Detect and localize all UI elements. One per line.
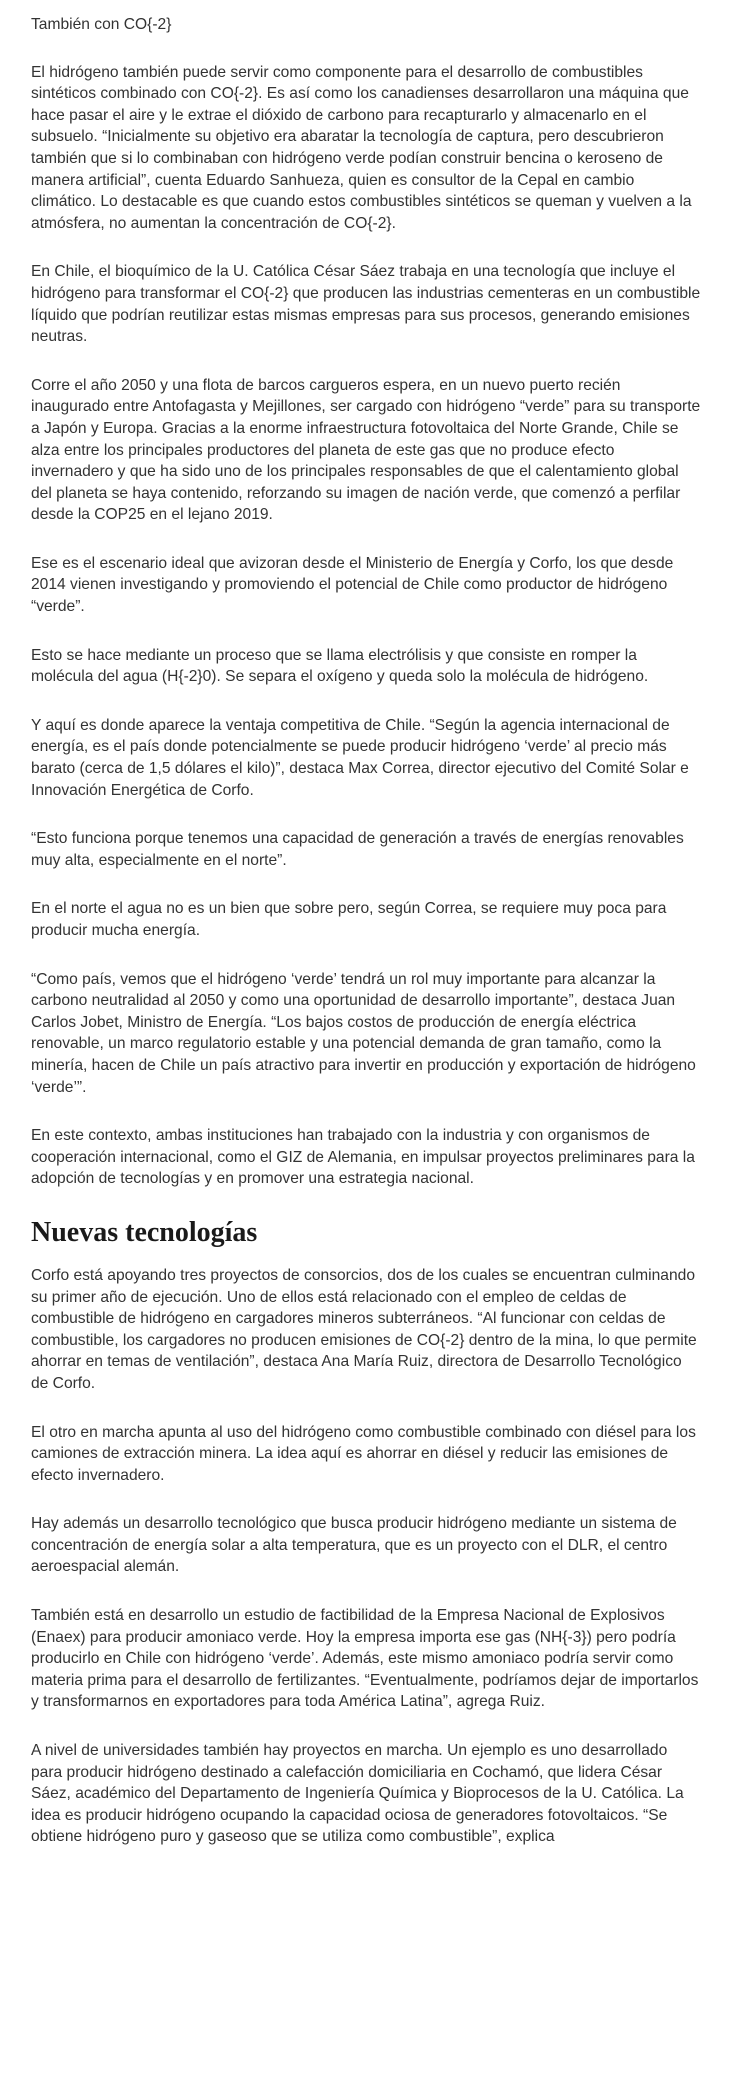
paragraph: En Chile, el bioquímico de la U. Católica César Sáez trabaja en una tecnología que incluye el hidrógeno para transformar el CO{-2} que producen las industrias cementeras en un combustible líquido que podrían reutilizar estas mismas empresas para sus procesos, generando emisiones neutras. — [31, 263, 701, 346]
paragraph: “Como país, vemos que el hidrógeno ‘verde’ tendrá un rol muy importante para alcanzar la carbono neutralidad al 2050 y como una oportunidad de desarrollo importante”, destaca Juan Carlos Jobet, Ministro de Energía. “Los bajos costos de producción de energía eléctrica renovable, un marco regulatorio estable y una potencial demanda de gran tamaño, como la minería, hacen de Chile un país atractivo para invertir en producción y exportación de hidrógeno ‘verde’”. — [31, 970, 696, 1096]
paragraph: Esto se hace mediante un proceso que se llama electrólisis y que consiste en romper la molécula del agua (H{-2}0). Se separa el oxígeno y queda solo la molécula de hidrógeno. — [31, 646, 649, 686]
article-body — [31, 14, 701, 1875]
paragraph: Corfo está apoyando tres proyectos de consorcios, dos de los cuales se encuentran culminando su primer año de ejecución. Uno de ellos está relacionado con el empleo de celdas de combustible de hidrógeno en cargadores mineros subterráneos. “Al funcionar con celdas de combustible, los cargadores no producen emisiones de CO{-2} dentro de la mina, lo que permite ahorrar en temas de ventilación”, destaca Ana María Ruiz, directora de Desarrollo Tecnológico de Corfo. — [31, 1266, 697, 1392]
paragraph: En el norte el agua no es un bien que sobre pero, según Correa, se requiere muy poca para producir mucha energía. — [31, 900, 667, 939]
intro-line: También con CO{-2} — [31, 16, 172, 33]
section-heading: Nuevas tecnologías — [31, 1216, 258, 1248]
paragraph: El otro en marcha apunta al uso del hidrógeno como combustible combinado con diésel para los camiones de extracción minera. La idea aquí es ahorrar en diésel y reducir las emisiones de efecto invernadero. — [31, 1423, 696, 1484]
paragraph: Hay además un desarrollo tecnológico que busca producir hidrógeno mediante un sistema de concentración de energía solar a alta temperatura, que es un proyecto con el DLR, el centro aeroespacial alemán. — [31, 1515, 677, 1576]
paragraph: Corre el año 2050 y una flota de barcos cargueros espera, en un nuevo puerto recién inaugurado entre Antofagasta y Mejillones, ser cargado con hidrógeno “verde” para su transporte a Japón y Europa. Gracias a la enorme infraestructura fotovoltaica del Norte Grande, Chile se alza entre los principales productores del planeta de este gas que no produce efecto invernadero y que ha sido uno de los principales responsables de que el calentamiento global del planeta se haya contenido, reforzando su imagen de nación verde, que comenzó a perfilar desde la COP25 en el lejano 2019. — [31, 376, 701, 524]
paragraph: A nivel de universidades también hay proyectos en marcha. Un ejemplo es uno desarrollado para producir hidrógeno destinado a calefacción domiciliaria en Cochamó, que lidera César Sáez, académico del Departamento de Ingeniería Química y Bioprocesos de la U. Católica. La idea es producir hidrógeno ocupando la capacidad ociosa de generadores fotovoltaicos. “Se obtiene hidrógeno puro y gaseoso que se utiliza como combustible”, explica — [31, 1742, 684, 1846]
paragraph: Ese es el escenario ideal que avizoran desde el Ministerio de Energía y Corfo, los que desde 2014 vienen investigando y promoviendo el potencial de Chile como productor de hidrógeno “verde”. — [31, 554, 674, 616]
paragraph: En este contexto, ambas instituciones han trabajado con la industria y con organismos de cooperación internacional, como el GIZ de Alemania, en impulsar proyectos preliminares para la adopción de tecnologías y en promover una estrategia nacional. — [31, 1127, 695, 1188]
paragraph: “Esto funciona porque tenemos una capacidad de generación a través de energías renovables muy alta, especialmente en el norte”. — [31, 830, 684, 869]
paragraph: También está en desarrollo un estudio de factibilidad de la Empresa Nacional de Explosivos (Enaex) para producir amoniaco verde. Hoy la empresa importa ese gas (NH{-3}) pero podría producirlo en Chile con hidrógeno ‘verde’. Además, este mismo amoniaco podría servir como materia prima para el desarrollo de fertilizantes. “Eventualmente, podríamos dejar de importarlos y transformarnos en exportadores para toda América Latina”, agrega Ruiz. — [31, 1607, 699, 1711]
paragraph: El hidrógeno también puede servir como componente para el desarrollo de combustibles sintéticos combinado con CO{-2}. Es así como los canadienses desarrollaron una máquina que hace pasar el aire y le extrae el dióxido de carbono para recapturarlo y almacenarlo en el subsuelo. “Inicialmente su objetivo era abaratar la tecnología de captura, pero descubrieron también que si lo combinaban con hidrógeno verde podían construir bencina o keroseno de manera artificial”, cuenta Eduardo Sanhueza, quien es consultor de la Cepal en cambio climático. Lo destacable es que cuando estos combustibles sintéticos se queman y vuelven a la atmósfera, no aumentan la concentración de CO{-2}. — [31, 63, 692, 232]
paragraph: Y aquí es donde aparece la ventaja competitiva de Chile. “Según la agencia internacional de energía, es el país donde potencialmente se puede producir hidrógeno ‘verde’ al precio más barato (cerca de 1,5 dólares el kilo)”, destaca Max Correa, director ejecutivo del Comité Solar e Innovación Energética de Corfo. — [31, 716, 689, 799]
